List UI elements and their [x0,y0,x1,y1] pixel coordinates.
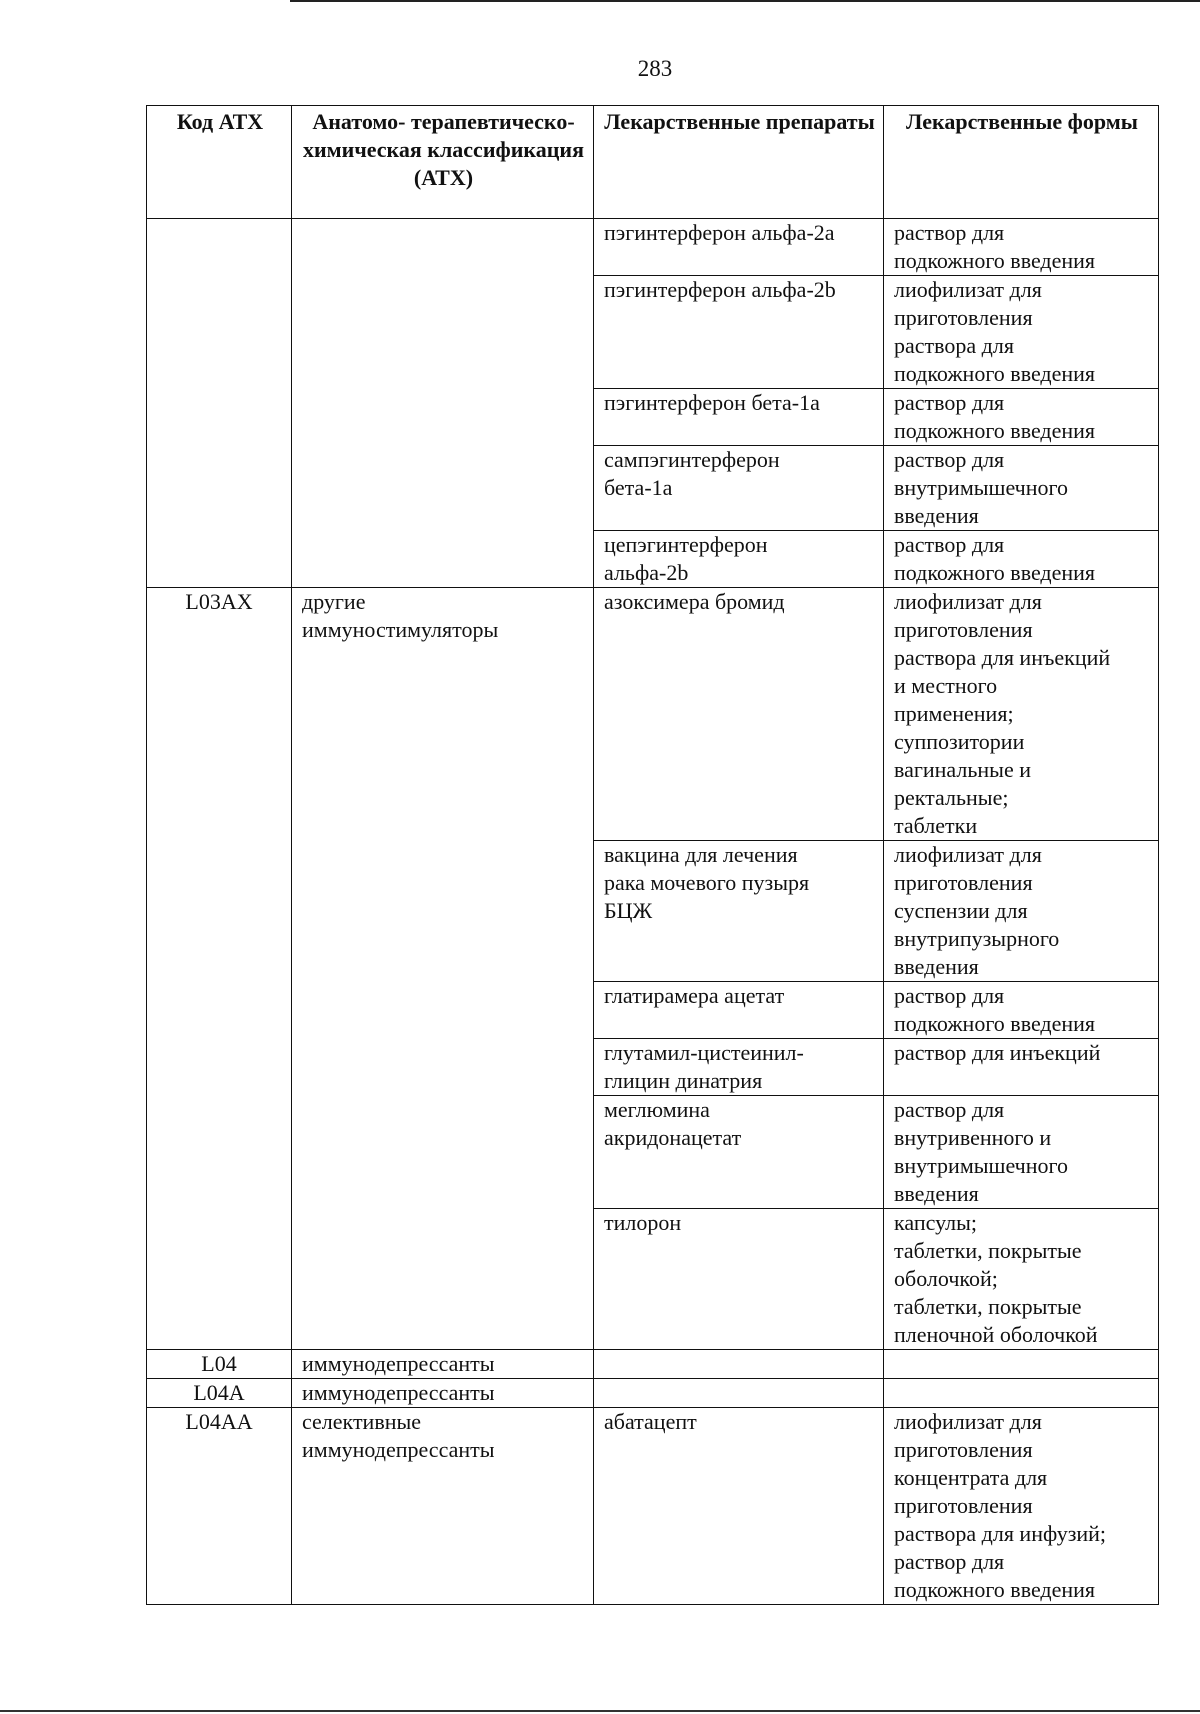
form-cell: раствор для подкожного введения [884,389,1159,446]
classification-cell [292,219,594,588]
form-cell: лиофилизат для приготовления раствора для подкожного введения [884,276,1159,389]
form-cell: раствор для подкожного введения [884,219,1159,276]
header-drugs: Лекарственные препараты [594,106,884,219]
drug-cell [594,1350,884,1379]
table-row [147,1408,1159,1605]
code-cell: L04A [147,1379,292,1408]
drug-cell: цепэгинтерферон альфа-2b [594,531,884,588]
drug-cell [594,1379,884,1408]
form-cell: раствор для подкожного введения [884,531,1159,588]
table-row [147,1379,1159,1408]
table-header-row [147,106,1159,219]
form-cell: раствор для подкожного введения [884,982,1159,1039]
form-cell: раствор для инъекций [884,1039,1159,1096]
header-code: Код АТХ [147,106,292,219]
table-row [147,219,1159,276]
drug-cell: тилорон [594,1209,884,1350]
code-cell: L03AX [147,588,292,1350]
form-cell [884,1379,1159,1408]
classification-cell: иммунодепрессанты [292,1350,594,1379]
drug-cell: сампэгинтерферон бета-1a [594,446,884,531]
form-cell: лиофилизат для приготовления суспензии для внутрипузырного введения [884,841,1159,982]
drug-cell: пэгинтерферон альфа-2b [594,276,884,389]
header-classification: Анатомо- терапевтическо- химическая классификация (АТХ) [292,106,594,219]
classification-cell: иммунодепрессанты [292,1379,594,1408]
form-cell [884,1350,1159,1379]
code-cell [147,219,292,588]
form-cell: лиофилизат для приготовления раствора для инъекций и местного применения; суппозитории вагинальные и ректальные; таблетки [884,588,1159,841]
form-cell: капсулы; таблетки, покрытые оболочкой; таблетки, покрытые пленочной оболочкой [884,1209,1159,1350]
drug-cell: вакцина для лечения рака мочевого пузыря БЦЖ [594,841,884,982]
page-number: 283 [637,56,673,81]
drug-cell: глатирамера ацетат [594,982,884,1039]
code-cell: L04AA [147,1408,292,1605]
form-cell: лиофилизат для приготовления концентрата для приготовления раствора для инфузий; раствор для подкожного введения [884,1408,1159,1605]
table-row [147,1350,1159,1379]
code-cell: L04 [147,1350,292,1379]
drug-cell: пэгинтерферон бета-1a [594,389,884,446]
atx-table [146,105,1159,1605]
drug-cell: азоксимера бромид [594,588,884,841]
scan-edge-bottom [0,1710,1200,1712]
scan-edge-top [290,0,1200,2]
drug-cell: абатацепт [594,1408,884,1605]
table-row [147,588,1159,841]
classification-cell: селективные иммунодепрессанты [292,1408,594,1605]
header-forms: Лекарственные формы [884,106,1159,219]
form-cell: раствор для внутримышечного введения [884,446,1159,531]
drug-cell: глутамил-цистеинил- глицин динатрия [594,1039,884,1096]
form-cell: раствор для внутривенного и внутримышечного введения [884,1096,1159,1209]
drug-cell: меглюмина акридонацетат [594,1096,884,1209]
drug-cell: пэгинтерферон альфа-2a [594,219,884,276]
classification-cell: другие иммуностимуляторы [292,588,594,1350]
